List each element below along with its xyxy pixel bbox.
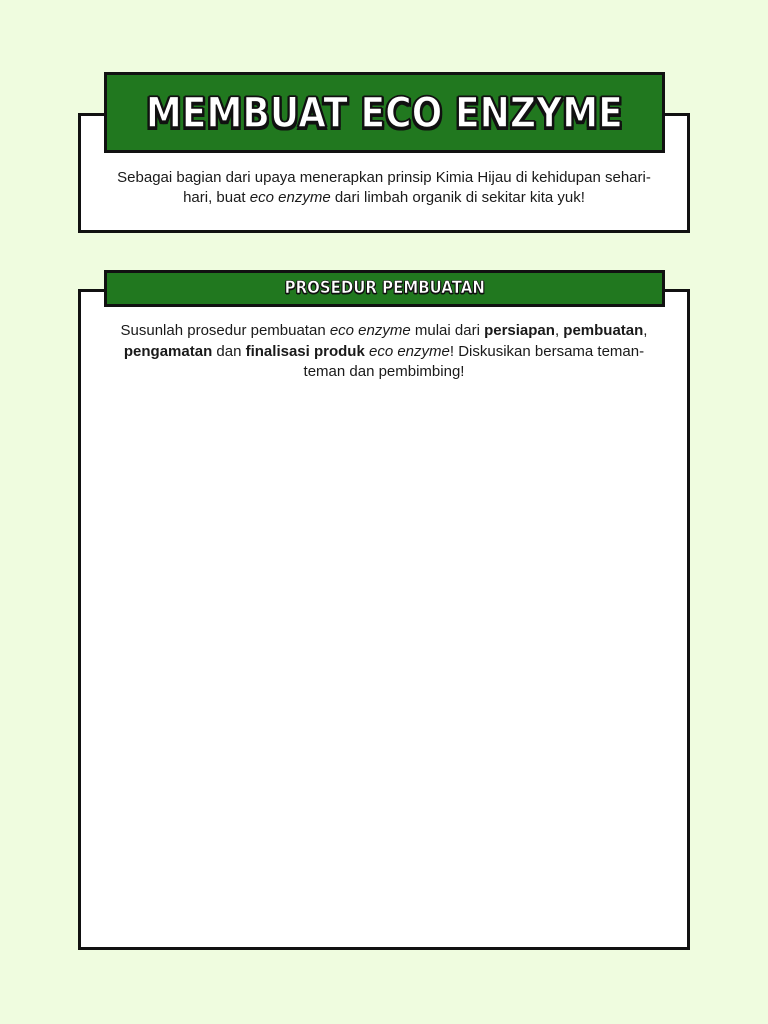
section-title: PROSEDUR PEMBUATAN [284, 278, 485, 298]
procedure-bold-pengamatan: pengamatan [123, 342, 213, 360]
procedure-bold-persiapan: persiapan [484, 322, 555, 339]
intro-text-part-2: dari limbah organik di sekitar kita yuk! [330, 189, 585, 206]
procedure-text-part-5: dan [212, 342, 246, 360]
page-title: MEMBUAT ECO ENZYME [145, 87, 624, 137]
section-banner [104, 270, 665, 307]
procedure-text-part-1: Susunlah prosedur pembuatan [120, 322, 330, 339]
title-banner [104, 72, 665, 153]
procedure-italic-1: eco enzyme [329, 322, 411, 339]
procedure-card [78, 289, 690, 950]
procedure-text-part-2: mulai dari [410, 322, 485, 339]
procedure-text-part-4: , [643, 322, 648, 339]
procedure-bold-pembuatan: pembuatan [563, 322, 644, 339]
procedure-bold-finalisasi: finalisasi produk [245, 342, 365, 360]
intro-text-italic: eco enzyme [249, 189, 331, 206]
procedure-italic-2: eco enzyme [368, 342, 450, 360]
procedure-text-part-7: ! Diskusikan bersama teman-teman dan pembimbing! [303, 342, 645, 380]
intro-text-part-1: Sebagai bagian dari upaya menerapkan prinsip Kimia Hijau di kehidupan sehari-hari, buat [117, 169, 651, 206]
intro-text [107, 168, 661, 208]
procedure-instructions [117, 321, 651, 383]
procedure-text-part-3: , [554, 322, 564, 339]
